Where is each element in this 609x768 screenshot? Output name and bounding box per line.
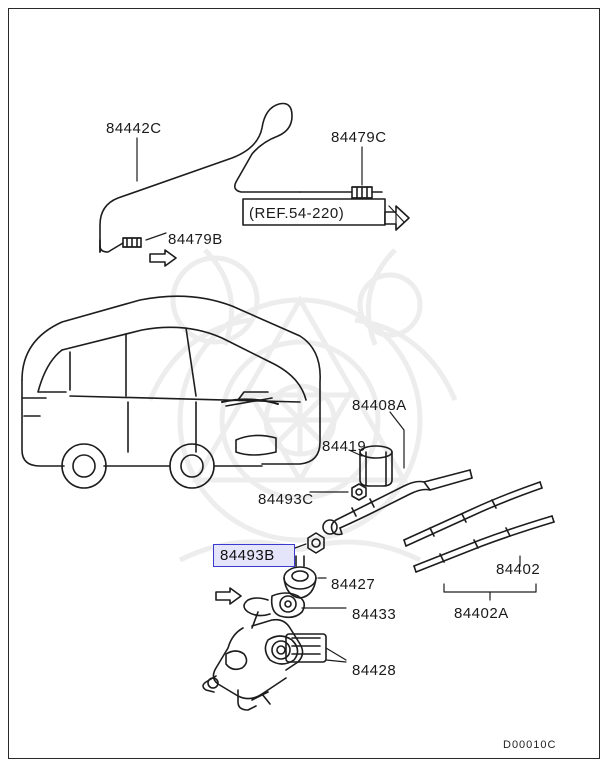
part-label-84433: 84433 — [352, 606, 397, 623]
highlighted-part-84493B[interactable]: 84493B — [213, 544, 295, 567]
part-label-84427: 84427 — [331, 576, 376, 593]
part-label-84402A: 84402A — [454, 605, 509, 622]
part-label-84442C: 84442C — [106, 120, 162, 137]
sheet-code: D00010C — [503, 739, 557, 751]
part-label-84419: 84419 — [322, 438, 367, 455]
reference-note: (REF.54-220) — [249, 205, 345, 222]
part-label-84408A: 84408A — [352, 397, 407, 414]
part-label-84479C: 84479C — [331, 129, 387, 146]
part-label-84493C: 84493C — [258, 491, 314, 508]
part-label-84428: 84428 — [352, 662, 397, 679]
part-label-84479B: 84479B — [168, 231, 223, 248]
part-label-84402: 84402 — [496, 561, 541, 578]
